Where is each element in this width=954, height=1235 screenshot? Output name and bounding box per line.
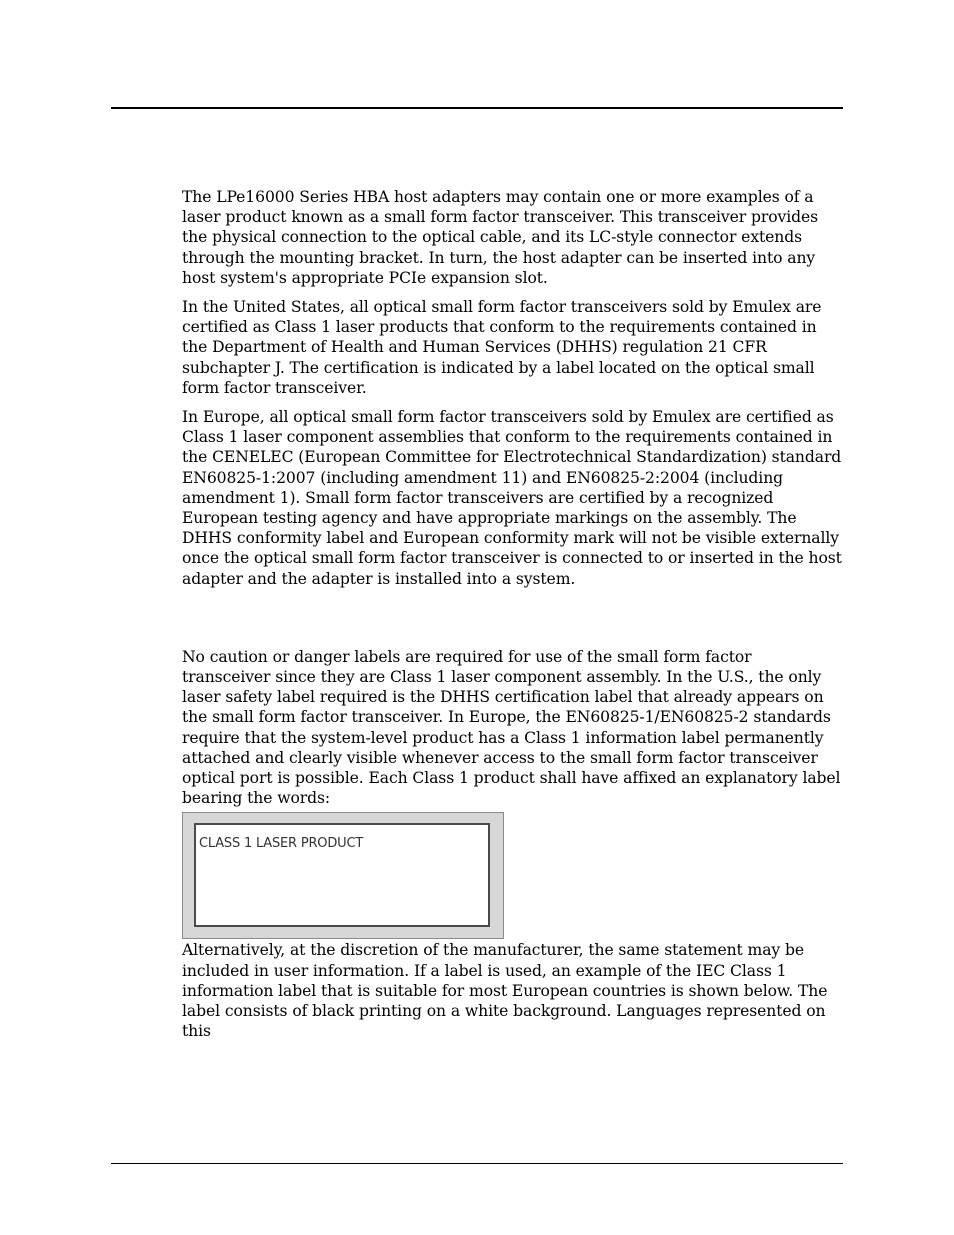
footer-rule bbox=[111, 1163, 843, 1164]
paragraph-europe-certification: In Europe, all optical small form factor transceivers sold by Emulex are certified as Class 1 laser component assemblies that conform to the requirements contained in the CENELEC (European Committee for Electrotechnical Standardization) standard EN60825-1:2007 (including amendment 11) and EN60825-2:2004 (including amendment 1). Small form factor transceivers are certified by a recognized European testing agency and have appropriate markings on the assembly. The DHHS conformity label and European conformity mark will not be visible externally once the optical small form factor transceiver is connected to or inserted in the host adapter and the adapter is installed into a system. bbox=[182, 408, 842, 588]
class1-label-figure bbox=[182, 812, 504, 939]
paragraph-transceiver-intro: The LPe16000 Series HBA host adapters may contain one or more examples of a laser product known as a small form factor transceiver. This transceiver provides the physical connection to the optical cable, and its LC-style connector extends through the mounting bracket. In turn, the host adapter can be inserted into any host system's appropriate PCIe expansion slot. bbox=[182, 188, 819, 287]
document-body bbox=[182, 187, 844, 1042]
header-rule bbox=[111, 107, 843, 109]
paragraph-alternative-label: Alternatively, at the discretion of the manufacturer, the same statement may be included in user information. If a label is used, an example of the IEC Class 1 information label that is suitable for most European countries is shown below. The label consists of black printing on a white background. Languages represented on this bbox=[182, 941, 828, 1041]
class1-label-text: CLASS 1 LASER PRODUCT bbox=[199, 836, 364, 852]
class1-label-box bbox=[194, 823, 490, 927]
paragraph-labels-required: No caution or danger labels are required for use of the small form factor transceiver since they are Class 1 laser component assembly. In the U.S., the only laser safety label required is the DHHS certification label that already appears on the small form factor transceiver. In Europe, the EN60825-1/EN60825-2 standards require that the system-level product has a Class 1 information label permanently attached and clearly visible whenever access to the small form factor transceiver optical port is possible. Each Class 1 product shall have affixed an explanatory label bearing the words: bbox=[182, 647, 841, 808]
paragraph-us-certification: In the United States, all optical small form factor transceivers sold by Emulex are certified as Class 1 laser products that conform to the requirements contained in the Department of Health and Human Services (DHHS) regulation 21 CFR subchapter J. The certification is indicated by a label located on the optical small form factor transceiver. bbox=[182, 298, 822, 397]
